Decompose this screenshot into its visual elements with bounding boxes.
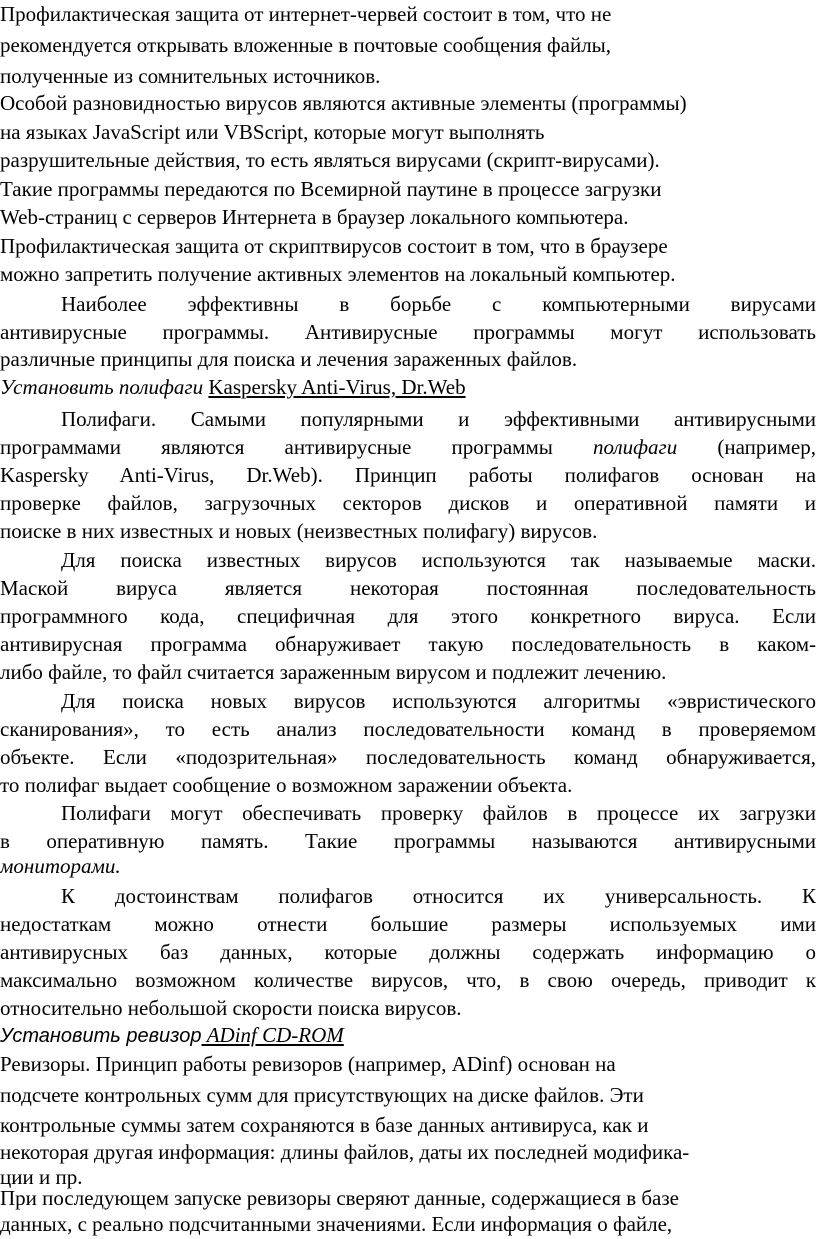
text-line: на языках JavaScript или VBScript, которые могут выполнять	[0, 120, 545, 144]
text-line: ции и пр.	[0, 1165, 83, 1189]
text-line: подсчете контрольных сумм для присутствующих на диске файлов. Эти	[0, 1083, 644, 1107]
text-line: некоторая другая информация: длины файлов, даты их последней модифика-	[0, 1140, 690, 1164]
text-line: относительно небольшой скорости поиска вирусов.	[0, 996, 462, 1020]
text-line: Наиболее эффективны в борьбе с компьютерными вирусами	[61, 292, 816, 316]
emphasis-monitors: мониторами.	[0, 854, 121, 878]
text-line: Полифаги могут обеспечивать проверку файлов в процессе их загрузки	[61, 801, 816, 825]
text-line: сканирования», то есть анализ последовательности команд в проверяемом	[0, 717, 816, 741]
text-line: Для поиска известных вирусов используются так называемые маски.	[61, 548, 816, 572]
text-line: недостаткам можно отнести большие размеры используемых ими	[0, 912, 816, 936]
text-line: Для поиска новых вирусов используются алгоритмы «эвристического	[61, 689, 816, 713]
text-line: антивирусная программа обнаруживает такую последовательность в каком-	[0, 632, 816, 656]
text-span: (например,	[717, 435, 816, 459]
kaspersky-drweb-link[interactable]: Kaspersky Anti-Virus, Dr.Web	[208, 375, 466, 399]
text-line: контрольные суммы затем сохраняются в базе данных антивируса, как и	[0, 1113, 649, 1137]
install-label: Установить ревизор	[0, 1025, 202, 1047]
text-line: Полифаги. Самыми популярными и эффективными антивирусными	[61, 407, 816, 431]
text-line: проверке файлов, загрузочных секторов дисков и оперативной памяти и	[0, 491, 816, 515]
text-line: поиске в них известных и новых (неизвестных полифагу) вирусов.	[0, 519, 598, 543]
adinf-cdrom-link[interactable]: ADinf CD-ROM	[201, 1023, 344, 1047]
text-line: данных, с реально подсчитанными значениями. Если информация о файле,	[0, 1212, 673, 1236]
install-label: Установить полифаги	[0, 375, 204, 399]
text-line: К достоинствам полифагов относится их универсальность. К	[61, 884, 816, 908]
text-line: антивирусных баз данных, которые должны содержать информацию о	[0, 940, 816, 964]
text-line: рекомендуется открывать вложенные в почтовые сообщения файлы,	[0, 33, 612, 57]
install-polyphage-line	[0, 373, 816, 402]
text-line: в оперативную память. Такие программы называются антивирусными	[0, 829, 816, 853]
text-line: антивирусные программы. Антивирусные программы могут использовать	[0, 320, 816, 344]
text-line: Kaspersky Anti-Virus, Dr.Web). Принцип работы полифагов основан на	[0, 463, 816, 487]
text-line: Профилактическая защита от скриптвирусов состоит в том, что в браузере	[0, 234, 668, 258]
text-line: Такие программы передаются по Всемирной паутине в процессе загрузки	[0, 177, 662, 201]
text-line: Web-страниц с серверов Интернета в браузер локального компьютера.	[0, 205, 629, 229]
text-line: Профилактическая защита от интернет-червей состоит в том, что не	[0, 2, 612, 26]
install-auditor-line	[0, 1021, 816, 1050]
text-line: полученные из сомнительных источников.	[0, 64, 381, 88]
emphasis-polyphages: полифаги	[592, 435, 678, 459]
text-line: различные принципы для поиска и лечения зараженных файлов.	[0, 347, 578, 371]
text-line: Маской вируса является некоторая постоянная последовательность	[0, 576, 816, 600]
text-line: Ревизоры. Принцип работы ревизоров (например, ADinf) основан на	[0, 1052, 616, 1076]
text-line: При последующем запуске ревизоры сверяют данные, содержащиеся в базе	[0, 1186, 679, 1210]
text-line: объекте. Если «подозрительная» последовательность команд обнаруживается,	[0, 745, 816, 769]
text-line: максимально возможном количестве вирусов, что, в свою очередь, приводит к	[0, 968, 816, 992]
text-line: то полифаг выдает сообщение о возможном заражении объекта.	[0, 773, 573, 797]
text-line: Особой разновидностью вирусов являются активные элементы (программы)	[0, 91, 687, 115]
text-span: программами являются антивирусные программы	[0, 435, 553, 459]
text-line	[0, 433, 816, 462]
text-line: можно запретить получение активных элементов на локальный компьютер.	[0, 262, 676, 286]
text-line: разрушительные действия, то есть являться вирусами (скрипт-вирусами).	[0, 148, 660, 172]
text-line: программного кода, специфичная для этого конкретного вируса. Если	[0, 604, 816, 628]
text-line: либо файле, то файл считается зараженным вирусом и подлежит лечению.	[0, 660, 667, 684]
